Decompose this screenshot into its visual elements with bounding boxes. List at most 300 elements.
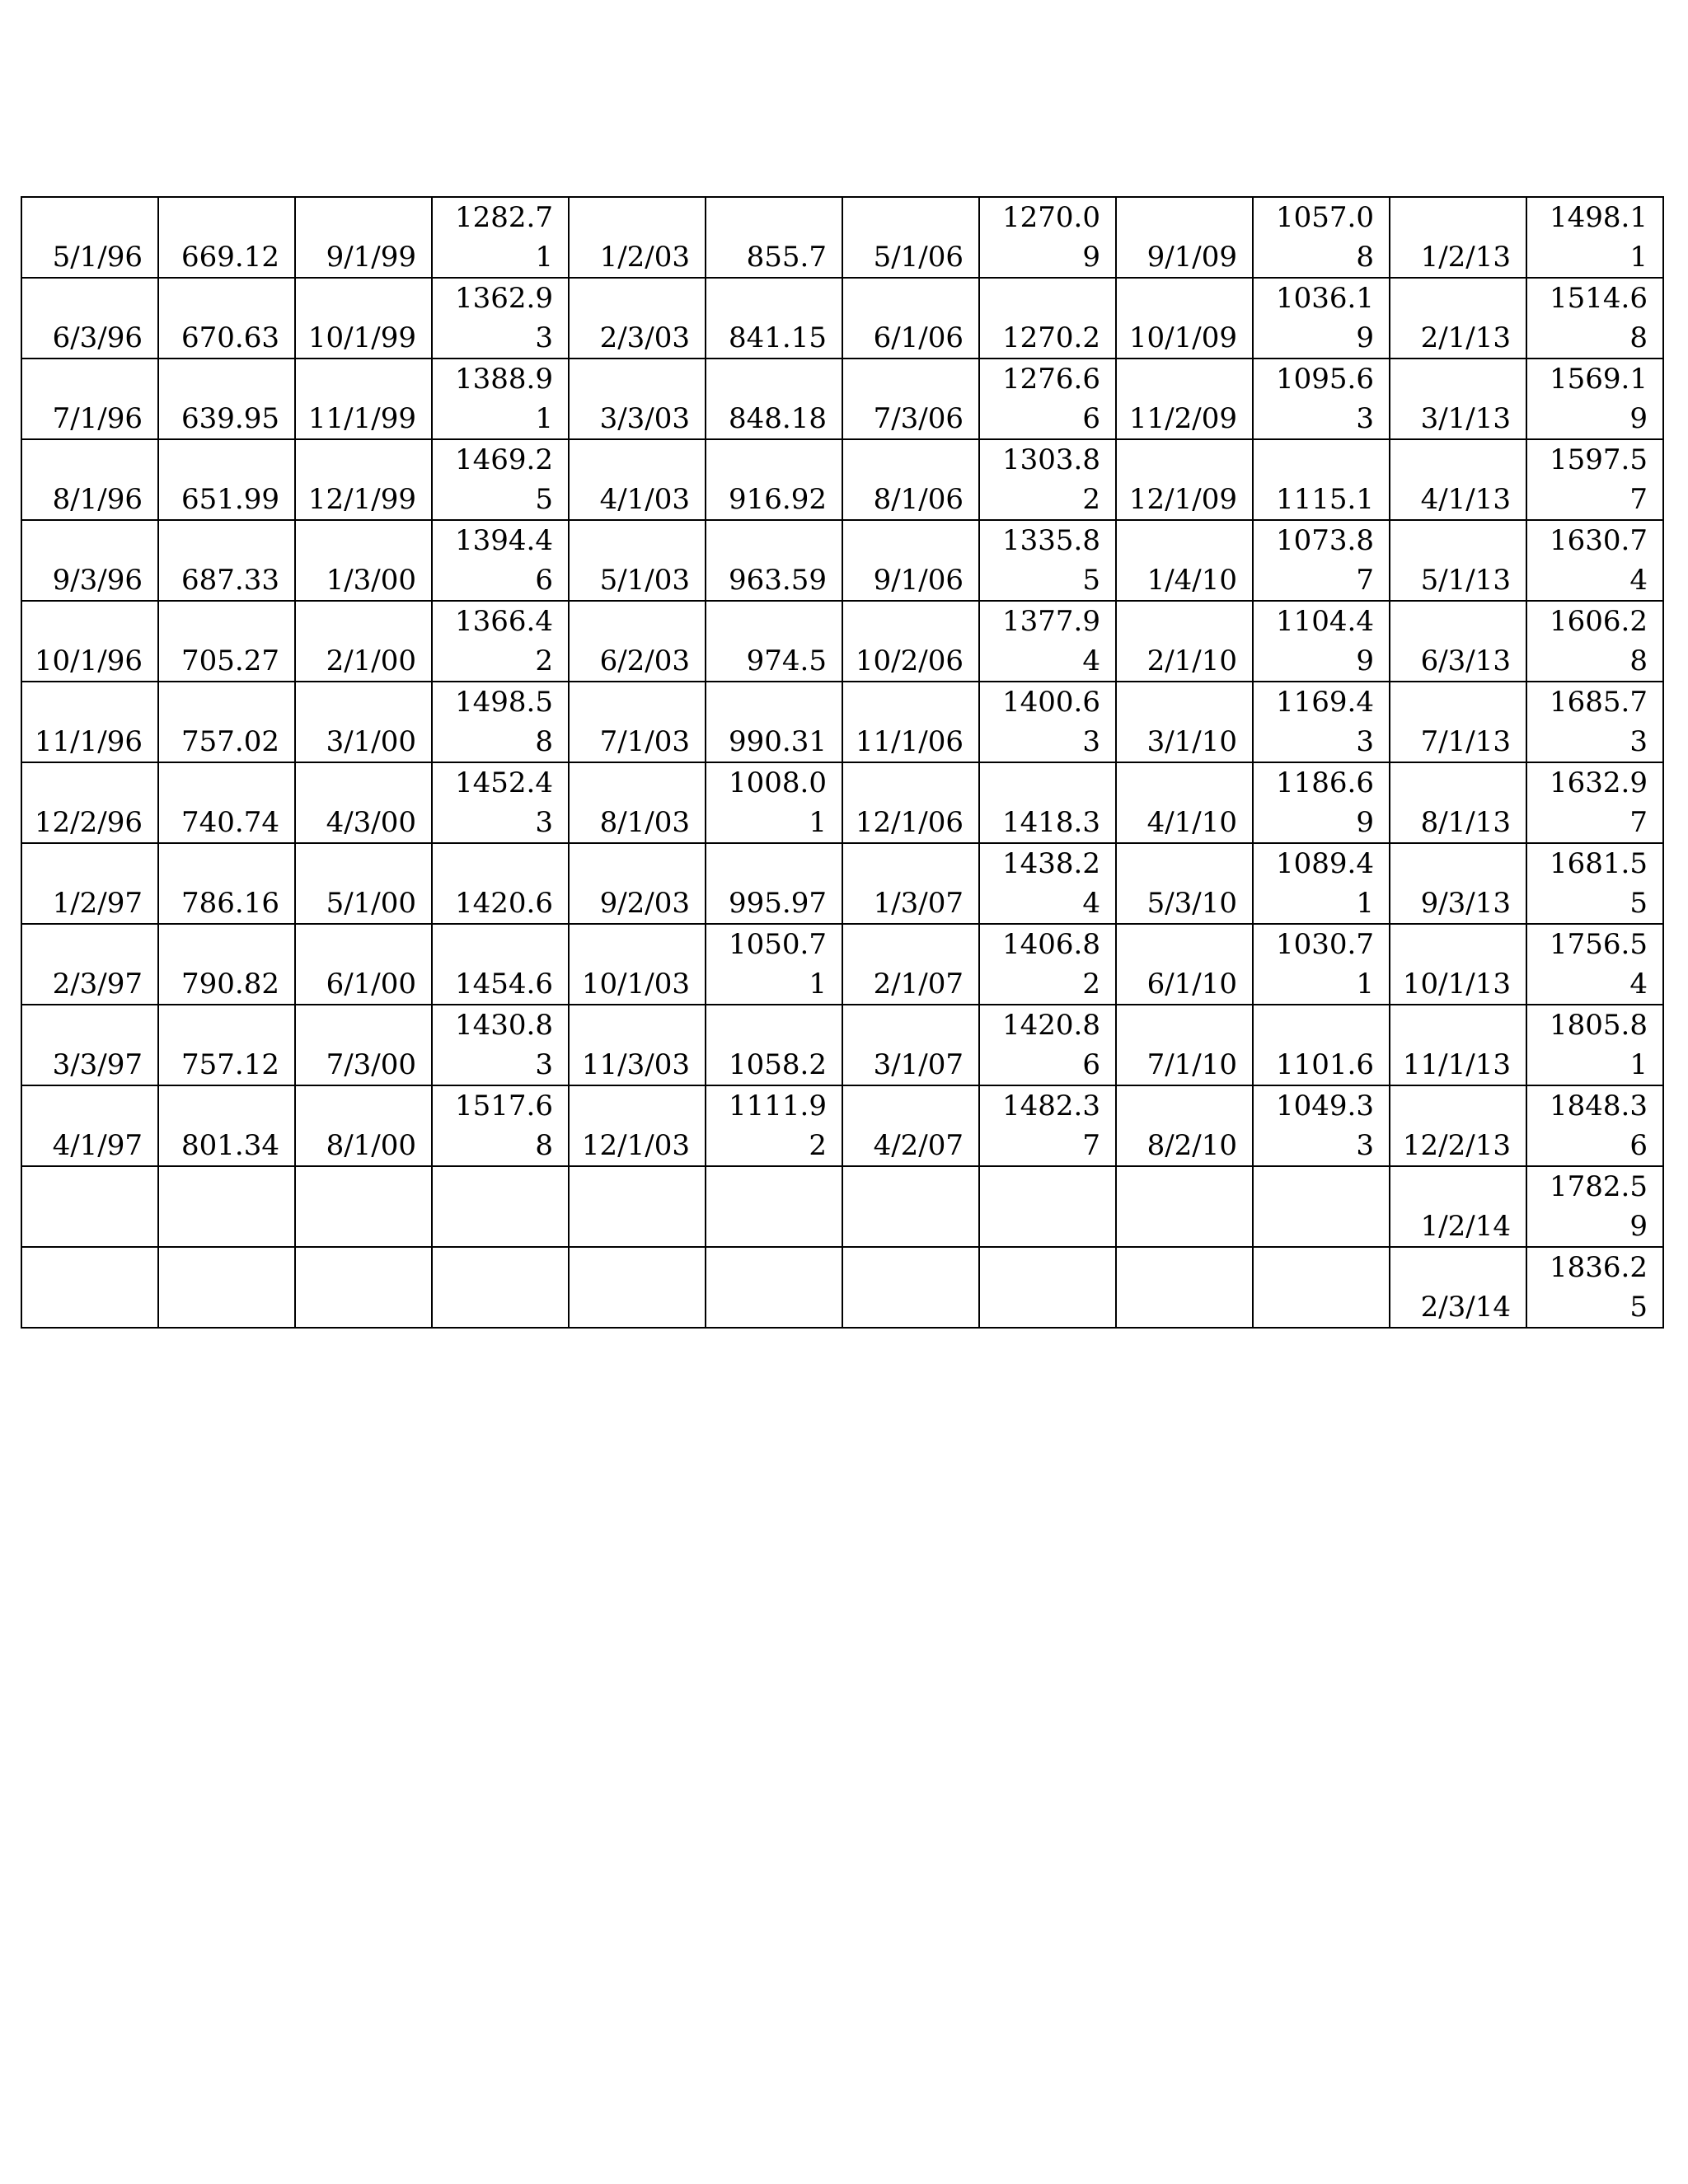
table-cell — [1526, 1005, 1663, 1085]
table-cell — [158, 1085, 295, 1166]
data-table — [21, 196, 1664, 1329]
cell-value: 1049.33 — [1276, 1090, 1374, 1162]
table-cell — [1526, 520, 1663, 601]
table-cell — [1390, 439, 1526, 520]
cell-value: 12/1/06 — [855, 806, 964, 839]
cell-value: 848.18 — [729, 402, 827, 435]
table-cell — [158, 1247, 295, 1328]
cell-value: 5/1/03 — [599, 564, 690, 597]
table-cell — [295, 520, 432, 601]
cell-value: 4/1/10 — [1146, 806, 1237, 839]
table-cell — [158, 843, 295, 924]
table-cell — [842, 843, 979, 924]
cell-value: 7/1/96 — [52, 402, 143, 435]
table-cell — [706, 762, 842, 843]
cell-value: 1498.58 — [455, 686, 553, 758]
table-cell — [432, 1005, 569, 1085]
cell-value: 12/2/13 — [1402, 1129, 1511, 1162]
table-cell — [1526, 197, 1663, 278]
table-cell — [569, 762, 706, 843]
cell-value: 11/1/96 — [34, 725, 143, 758]
table-row — [21, 278, 1663, 359]
cell-value: 1089.41 — [1276, 847, 1374, 920]
table-cell — [295, 1166, 432, 1247]
table-cell — [842, 1005, 979, 1085]
cell-value: 10/2/06 — [855, 644, 964, 677]
table-cell — [706, 1166, 842, 1247]
cell-value: 5/1/13 — [1420, 564, 1511, 597]
table-cell — [432, 439, 569, 520]
cell-value: 1805.81 — [1550, 1009, 1648, 1081]
table-cell — [706, 520, 842, 601]
table-cell — [1253, 1005, 1390, 1085]
cell-value: 4/1/97 — [52, 1129, 143, 1162]
table-cell — [569, 1166, 706, 1247]
table-cell — [706, 843, 842, 924]
table-cell — [21, 924, 158, 1005]
cell-value: 3/1/00 — [326, 725, 416, 758]
cell-value: 1169.43 — [1276, 686, 1374, 758]
table-cell — [1116, 1005, 1253, 1085]
cell-value: 5/1/00 — [326, 887, 416, 920]
cell-value: 1606.28 — [1550, 605, 1648, 677]
table-cell — [569, 1005, 706, 1085]
cell-value: 6/3/13 — [1420, 644, 1511, 677]
table-row — [21, 439, 1663, 520]
cell-value: 2/3/14 — [1420, 1291, 1511, 1324]
table-cell — [842, 1085, 979, 1166]
table-cell — [1253, 439, 1390, 520]
table-cell — [842, 924, 979, 1005]
cell-value: 6/1/10 — [1146, 968, 1237, 1001]
table-cell — [569, 1247, 706, 1328]
cell-value: 995.97 — [729, 887, 827, 920]
cell-value: 1058.2 — [729, 1048, 827, 1081]
table-cell — [569, 197, 706, 278]
cell-value: 11/1/13 — [1402, 1048, 1511, 1081]
table-cell — [432, 924, 569, 1005]
cell-value: 790.82 — [181, 968, 279, 1001]
cell-value: 1335.85 — [1002, 524, 1100, 597]
cell-value: 786.16 — [181, 887, 279, 920]
table-cell — [158, 439, 295, 520]
cell-value: 1101.6 — [1276, 1048, 1374, 1081]
table-cell — [979, 1085, 1116, 1166]
cell-value: 1/4/10 — [1146, 564, 1237, 597]
cell-value: 8/1/96 — [52, 483, 143, 516]
table-cell — [569, 1085, 706, 1166]
table-cell — [21, 1085, 158, 1166]
table-body — [21, 197, 1663, 1328]
table-cell — [706, 924, 842, 1005]
table-cell — [1526, 682, 1663, 762]
cell-value: 1438.24 — [1002, 847, 1100, 920]
cell-value: 757.12 — [181, 1048, 279, 1081]
cell-value: 11/1/06 — [855, 725, 964, 758]
table-cell — [21, 1247, 158, 1328]
table-cell — [21, 439, 158, 520]
cell-value: 1681.55 — [1550, 847, 1648, 920]
cell-value: 1514.68 — [1550, 282, 1648, 354]
cell-value: 9/1/09 — [1146, 241, 1237, 274]
cell-value: 916.92 — [729, 483, 827, 516]
table-cell — [432, 682, 569, 762]
cell-value: 1782.59 — [1550, 1170, 1648, 1243]
cell-value: 4/3/00 — [326, 806, 416, 839]
cell-value: 3/1/07 — [873, 1048, 964, 1081]
table-cell — [1116, 762, 1253, 843]
cell-value: 1400.63 — [1002, 686, 1100, 758]
cell-value: 687.33 — [181, 564, 279, 597]
table-cell — [706, 1085, 842, 1166]
table-row — [21, 359, 1663, 439]
table-cell — [21, 762, 158, 843]
table-cell — [1390, 682, 1526, 762]
cell-value: 6/1/00 — [326, 968, 416, 1001]
table-cell — [569, 359, 706, 439]
table-cell — [21, 359, 158, 439]
cell-value: 9/3/13 — [1420, 887, 1511, 920]
table-cell — [979, 278, 1116, 359]
cell-value: 8/1/00 — [326, 1129, 416, 1162]
table-cell — [1116, 601, 1253, 682]
cell-value: 1452.43 — [455, 766, 553, 839]
cell-value: 1388.91 — [455, 363, 553, 435]
table-cell — [295, 1005, 432, 1085]
cell-value: 1/2/14 — [1420, 1210, 1511, 1243]
table-cell — [295, 601, 432, 682]
cell-value: 11/1/99 — [307, 402, 416, 435]
table-cell — [569, 278, 706, 359]
cell-value: 3/1/10 — [1146, 725, 1237, 758]
cell-value: 1/2/97 — [52, 887, 143, 920]
cell-value: 9/1/06 — [873, 564, 964, 597]
table-cell — [979, 1247, 1116, 1328]
table-cell — [295, 924, 432, 1005]
cell-value: 10/1/99 — [307, 321, 416, 354]
table-row — [21, 1166, 1663, 1247]
table-cell — [1390, 520, 1526, 601]
table-cell — [295, 762, 432, 843]
cell-value: 1366.42 — [455, 605, 553, 677]
table-cell — [295, 682, 432, 762]
table-cell — [1390, 762, 1526, 843]
table-row — [21, 682, 1663, 762]
table-cell — [432, 843, 569, 924]
cell-value: 1057.08 — [1276, 201, 1374, 274]
cell-value: 855.7 — [746, 241, 827, 274]
table-cell — [1116, 843, 1253, 924]
table-cell — [21, 601, 158, 682]
table-cell — [706, 682, 842, 762]
table-cell — [1116, 1247, 1253, 1328]
cell-value: 1/2/13 — [1420, 241, 1511, 274]
cell-value: 7/1/10 — [1146, 1048, 1237, 1081]
cell-value: 5/1/06 — [873, 241, 964, 274]
cell-value: 1362.93 — [455, 282, 553, 354]
cell-value: 2/1/10 — [1146, 644, 1237, 677]
cell-value: 1270.09 — [1002, 201, 1100, 274]
cell-value: 801.34 — [181, 1129, 279, 1162]
table-row — [21, 1005, 1663, 1085]
table-cell — [1116, 924, 1253, 1005]
cell-value: 1377.94 — [1002, 605, 1100, 677]
table-cell — [706, 1005, 842, 1085]
table-cell — [295, 843, 432, 924]
table-cell — [842, 1166, 979, 1247]
cell-value: 1420.86 — [1002, 1009, 1100, 1081]
table-cell — [158, 682, 295, 762]
cell-value: 4/1/03 — [599, 483, 690, 516]
table-cell — [295, 197, 432, 278]
cell-value: 1050.71 — [729, 928, 827, 1001]
cell-value: 6/2/03 — [599, 644, 690, 677]
table-cell — [842, 1247, 979, 1328]
table-cell — [1526, 278, 1663, 359]
table-cell — [569, 520, 706, 601]
cell-value: 1036.19 — [1276, 282, 1374, 354]
cell-value: 1186.69 — [1276, 766, 1374, 839]
cell-value: 1630.74 — [1550, 524, 1648, 597]
table-cell — [979, 1005, 1116, 1085]
cell-value: 12/1/09 — [1128, 483, 1237, 516]
cell-value: 6/1/06 — [873, 321, 964, 354]
table-cell — [1526, 439, 1663, 520]
table-cell — [1390, 278, 1526, 359]
cell-value: 1394.46 — [455, 524, 553, 597]
table-cell — [1253, 520, 1390, 601]
cell-value: 1104.49 — [1276, 605, 1374, 677]
table-cell — [1526, 601, 1663, 682]
table-cell — [842, 197, 979, 278]
cell-value: 1482.37 — [1002, 1090, 1100, 1162]
cell-value: 8/1/06 — [873, 483, 964, 516]
table-cell — [569, 682, 706, 762]
table-cell — [979, 1166, 1116, 1247]
table-cell — [1526, 924, 1663, 1005]
cell-value: 1569.19 — [1550, 363, 1648, 435]
table-cell — [1526, 762, 1663, 843]
table-cell — [1390, 1005, 1526, 1085]
table-cell — [1390, 1166, 1526, 1247]
table-cell — [1526, 843, 1663, 924]
cell-value: 639.95 — [181, 402, 279, 435]
cell-value: 2/3/03 — [599, 321, 690, 354]
table-cell — [1116, 1166, 1253, 1247]
cell-value: 10/1/09 — [1128, 321, 1237, 354]
table-cell — [569, 601, 706, 682]
table-cell — [1116, 682, 1253, 762]
table-cell — [1390, 843, 1526, 924]
table-cell — [1116, 359, 1253, 439]
cell-value: 4/2/07 — [873, 1129, 964, 1162]
table-cell — [1253, 601, 1390, 682]
cell-value: 12/1/03 — [581, 1129, 690, 1162]
table-cell — [21, 1166, 158, 1247]
cell-value: 2/1/07 — [873, 968, 964, 1001]
cell-value: 12/2/96 — [34, 806, 143, 839]
table-cell — [1253, 359, 1390, 439]
cell-value: 1420.6 — [455, 887, 553, 920]
table-cell — [432, 520, 569, 601]
table-cell — [979, 762, 1116, 843]
table-cell — [158, 278, 295, 359]
table-cell — [706, 601, 842, 682]
table-cell — [979, 924, 1116, 1005]
cell-value: 1406.82 — [1002, 928, 1100, 1001]
cell-value: 651.99 — [181, 483, 279, 516]
table-cell — [21, 278, 158, 359]
cell-value: 12/1/99 — [307, 483, 416, 516]
table-cell — [979, 359, 1116, 439]
cell-value: 8/1/13 — [1420, 806, 1511, 839]
cell-value: 841.15 — [729, 321, 827, 354]
table-cell — [158, 197, 295, 278]
table-cell — [1390, 1085, 1526, 1166]
cell-value: 1597.57 — [1550, 443, 1648, 516]
table-cell — [979, 843, 1116, 924]
cell-value: 9/2/03 — [599, 887, 690, 920]
cell-value: 1276.66 — [1002, 363, 1100, 435]
table-cell — [295, 359, 432, 439]
cell-value: 669.12 — [181, 241, 279, 274]
table-cell — [295, 1247, 432, 1328]
table-cell — [21, 843, 158, 924]
table-cell — [158, 924, 295, 1005]
cell-value: 10/1/96 — [34, 644, 143, 677]
table-cell — [1116, 520, 1253, 601]
table-cell — [706, 359, 842, 439]
cell-value: 9/3/96 — [52, 564, 143, 597]
cell-value: 705.27 — [181, 644, 279, 677]
cell-value: 1282.71 — [455, 201, 553, 274]
cell-value: 1418.3 — [1002, 806, 1100, 839]
cell-value: 1303.82 — [1002, 443, 1100, 516]
cell-value: 1030.71 — [1276, 928, 1374, 1001]
table-cell — [842, 601, 979, 682]
table-row — [21, 762, 1663, 843]
cell-value: 10/1/13 — [1402, 968, 1511, 1001]
table-cell — [1390, 1247, 1526, 1328]
cell-value: 1756.54 — [1550, 928, 1648, 1001]
table-cell — [979, 439, 1116, 520]
table-cell — [432, 1247, 569, 1328]
cell-value: 11/3/03 — [581, 1048, 690, 1081]
table-cell — [706, 439, 842, 520]
table-cell — [432, 1085, 569, 1166]
table-cell — [706, 1247, 842, 1328]
cell-value: 9/1/99 — [326, 241, 416, 274]
table-cell — [158, 601, 295, 682]
table-cell — [158, 359, 295, 439]
cell-value: 1430.83 — [455, 1009, 553, 1081]
table-cell — [295, 278, 432, 359]
cell-value: 1848.36 — [1550, 1090, 1648, 1162]
table-cell — [432, 359, 569, 439]
cell-value: 7/3/00 — [326, 1048, 416, 1081]
table-cell — [21, 682, 158, 762]
table-cell — [1390, 601, 1526, 682]
cell-value: 8/1/03 — [599, 806, 690, 839]
cell-value: 2/1/00 — [326, 644, 416, 677]
cell-value: 4/1/13 — [1420, 483, 1511, 516]
table-cell — [158, 1005, 295, 1085]
table-cell — [21, 1005, 158, 1085]
cell-value: 1/2/03 — [599, 241, 690, 274]
cell-value: 974.5 — [746, 644, 827, 677]
table-cell — [1253, 682, 1390, 762]
table-cell — [1253, 924, 1390, 1005]
cell-value: 3/3/03 — [599, 402, 690, 435]
cell-value: 757.02 — [181, 725, 279, 758]
table-row — [21, 197, 1663, 278]
table-cell — [1526, 1085, 1663, 1166]
table-cell — [1253, 197, 1390, 278]
table-row — [21, 843, 1663, 924]
table-cell — [1390, 924, 1526, 1005]
cell-value: 990.31 — [729, 725, 827, 758]
table-cell — [979, 520, 1116, 601]
cell-value: 1517.68 — [455, 1090, 553, 1162]
table-cell — [1253, 278, 1390, 359]
table-row — [21, 924, 1663, 1005]
cell-value: 1454.6 — [455, 968, 553, 1001]
cell-value: 1469.25 — [455, 443, 553, 516]
table-cell — [432, 278, 569, 359]
cell-value: 7/1/03 — [599, 725, 690, 758]
cell-value: 7/3/06 — [873, 402, 964, 435]
table-row — [21, 601, 1663, 682]
cell-value: 1095.63 — [1276, 363, 1374, 435]
table-cell — [1526, 1166, 1663, 1247]
cell-value: 3/3/97 — [52, 1048, 143, 1081]
table-cell — [842, 278, 979, 359]
table-cell — [1526, 1247, 1663, 1328]
table-cell — [569, 843, 706, 924]
table-row — [21, 520, 1663, 601]
cell-value: 1073.87 — [1276, 524, 1374, 597]
table-cell — [158, 520, 295, 601]
table-cell — [569, 924, 706, 1005]
cell-value: 1115.1 — [1276, 483, 1374, 516]
cell-value: 740.74 — [181, 806, 279, 839]
cell-value: 1/3/07 — [873, 887, 964, 920]
table-cell — [979, 601, 1116, 682]
table-cell — [295, 1085, 432, 1166]
cell-value: 6/3/96 — [52, 321, 143, 354]
cell-value: 963.59 — [729, 564, 827, 597]
table-cell — [158, 1166, 295, 1247]
cell-value: 5/3/10 — [1146, 887, 1237, 920]
table-cell — [1253, 762, 1390, 843]
table-cell — [842, 359, 979, 439]
table-cell — [706, 278, 842, 359]
cell-value: 1008.01 — [729, 766, 827, 839]
cell-value: 1632.97 — [1550, 766, 1648, 839]
cell-value: 2/3/97 — [52, 968, 143, 1001]
table-cell — [1390, 197, 1526, 278]
cell-value: 1836.25 — [1550, 1251, 1648, 1324]
table-cell — [842, 520, 979, 601]
table-cell — [1253, 1247, 1390, 1328]
table-cell — [1116, 197, 1253, 278]
cell-value: 11/2/09 — [1128, 402, 1237, 435]
cell-value: 2/1/13 — [1420, 321, 1511, 354]
table-cell — [842, 762, 979, 843]
table-cell — [295, 439, 432, 520]
table-cell — [21, 520, 158, 601]
table-cell — [842, 682, 979, 762]
